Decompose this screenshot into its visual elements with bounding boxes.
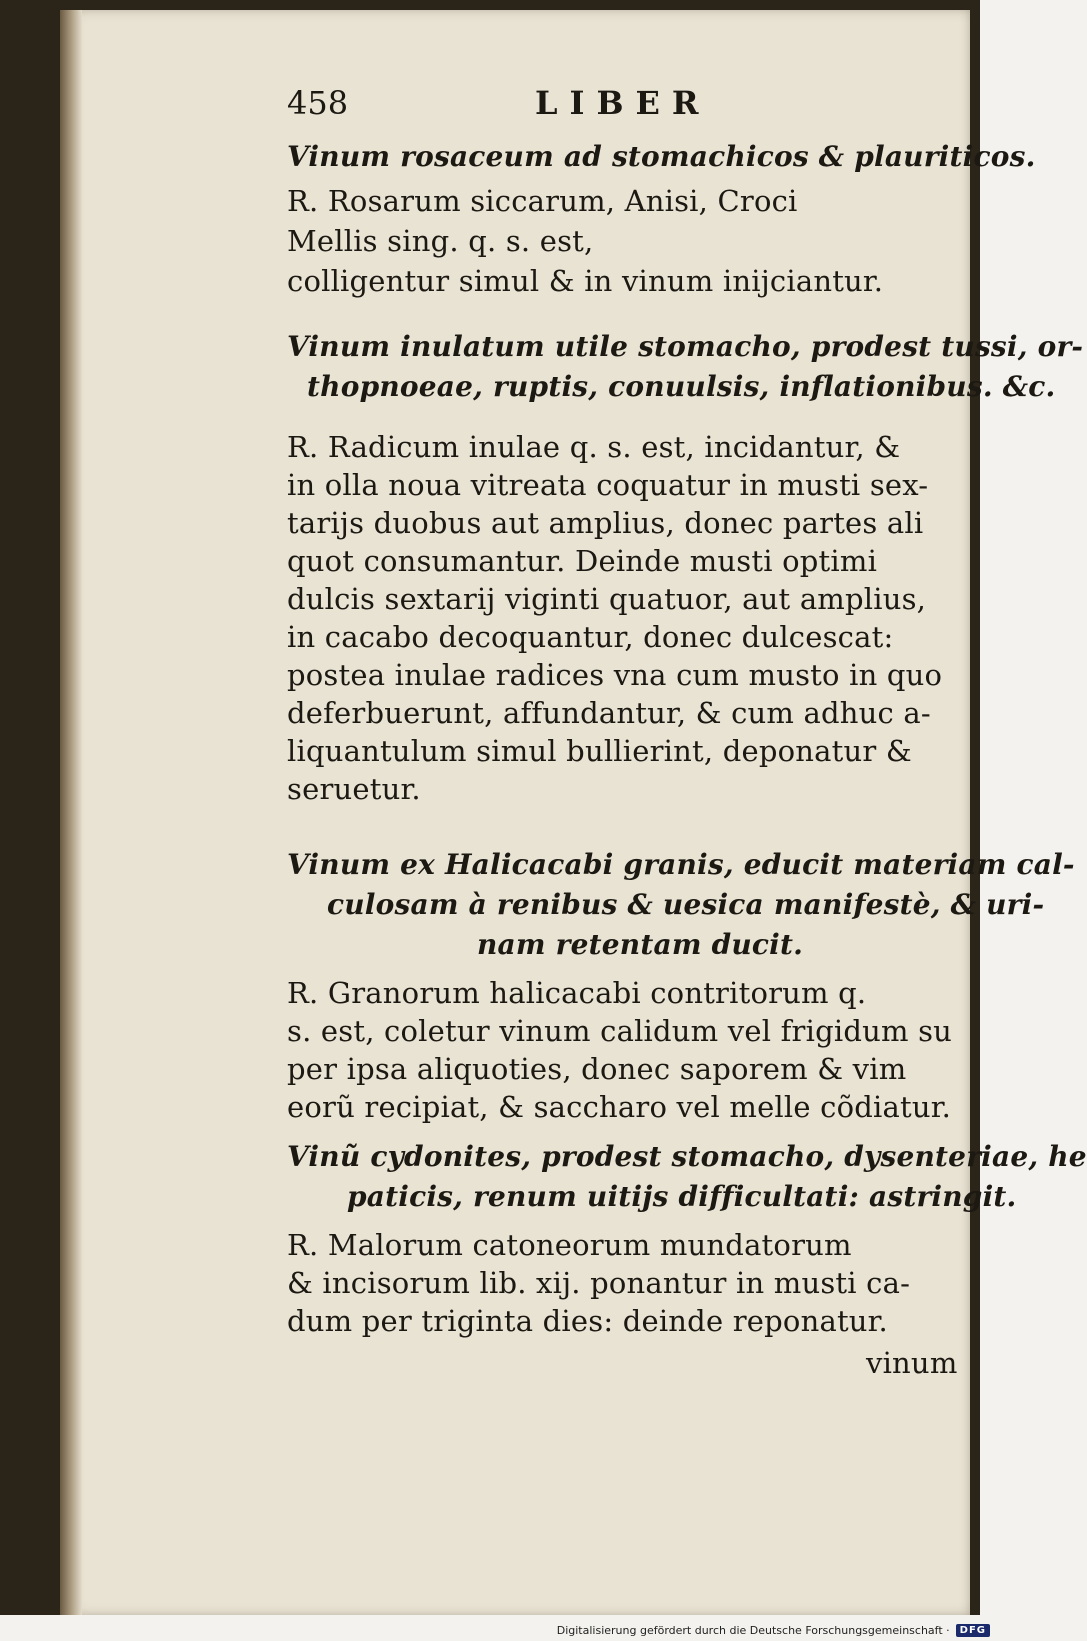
recipe-line: dulcis sextarij viginti quatuor, aut amplius, [287, 582, 927, 616]
recipe-line: R. Malorum catoneorum mundatorum [287, 1228, 852, 1262]
recipe-title: thopnoeae, ruptis, conuulsis, inflationibus. &c. [307, 370, 1056, 403]
recipe-line: R. Radicum inulae q. s. est, incidantur, & [287, 430, 901, 464]
recipe-title: Vinum rosaceum ad stomachicos & plauriticos. [287, 140, 1036, 173]
recipe-line: colligentur simul & in vinum inijciantur. [287, 264, 884, 298]
recipe-line: dum per triginta dies: deinde reponatur. [287, 1304, 888, 1338]
recipe-line: deferbuerunt, affundantur, & cum adhuc a- [287, 696, 931, 730]
page-number: 458 [287, 84, 349, 122]
recipe-title: paticis, renum uitijs difficultati: astringit. [347, 1180, 1017, 1213]
recipe-title: Vinum inulatum utile stomacho, prodest tussi, or- [287, 330, 1084, 363]
running-title: LIBER [535, 84, 711, 122]
recipe-line: seruetur. [287, 772, 421, 806]
recipe-line: postea inulae radices vna cum musto in quo [287, 658, 943, 692]
recipe-line: R. Granorum halicacabi contritorum q. [287, 976, 867, 1010]
recipe-line: R. Rosarum siccarum, Anisi, Croci [287, 184, 798, 218]
digitization-footer [557, 1624, 990, 1637]
recipe-title: culosam à renibus & uesica manifestè, & uri- [327, 888, 1045, 921]
catchword: vinum [866, 1346, 958, 1380]
recipe-line: quot consumantur. Deinde musti optimi [287, 544, 878, 578]
book-spine [60, 10, 82, 1615]
recipe-line: tarijs duobus aut amplius, donec partes ali [287, 506, 924, 540]
recipe-title: Vinũ cydonites, prodest stomacho, dysenteriae, he [287, 1140, 1087, 1173]
recipe-title: Vinum ex Halicacabi granis, educit materiam cal- [287, 848, 1075, 881]
recipe-line: liquantulum simul bullierint, deponatur & [287, 734, 912, 768]
recipe-line: eorũ recipiat, & saccharo vel melle cõdiatur. [287, 1090, 952, 1124]
dfg-logo-icon: DFG [956, 1624, 990, 1637]
footer-text: Digitalisierung gefördert durch die Deutsche Forschungsgemeinschaft · [556, 1624, 950, 1637]
recipe-line: Mellis sing. q. s. est, [287, 224, 594, 258]
recipe-line: & incisorum lib. xij. ponantur in musti ca- [287, 1266, 911, 1300]
recipe-title: nam retentam ducit. [477, 928, 804, 961]
recipe-line: s. est, coletur vinum calidum vel frigidum su [287, 1014, 953, 1048]
recipe-line: in olla noua vitreata coquatur in musti sex- [287, 468, 929, 502]
recipe-line: in cacabo decoquantur, donec dulcescat: [287, 620, 894, 654]
recipe-line: per ipsa aliquoties, donec saporem & vim [287, 1052, 907, 1086]
